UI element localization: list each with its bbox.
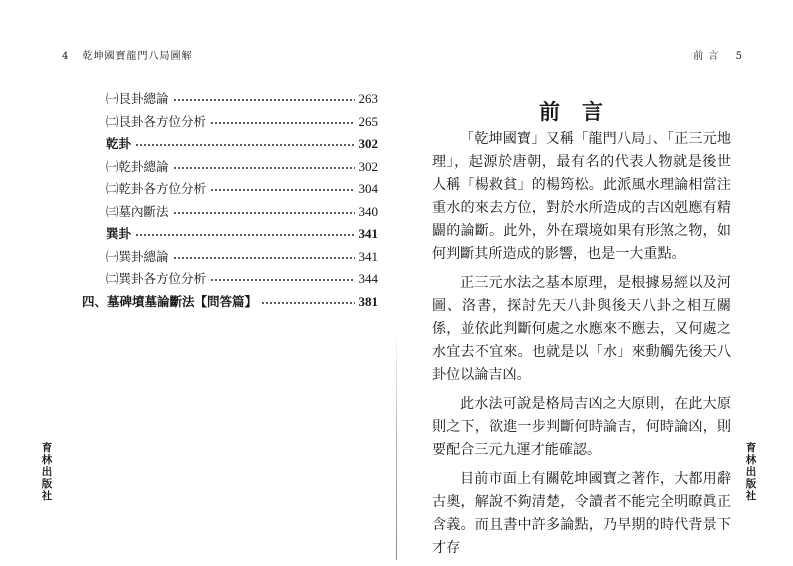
left-page xyxy=(0,0,396,561)
chapter-title: 前言 xyxy=(539,99,625,124)
left-running-head xyxy=(62,47,193,62)
toc-leader-dots xyxy=(135,143,354,147)
toc-entry-label: ㈠艮卦總論 xyxy=(106,91,169,106)
toc-entry-label: ㈡巽卦各方位分析 xyxy=(106,271,207,286)
toc-entry-label: ㈡乾卦各方位分析 xyxy=(106,181,207,196)
toc-leader-dots xyxy=(261,301,354,305)
toc-entry-label: 巽卦 xyxy=(106,226,132,241)
toc-entry xyxy=(82,269,378,292)
left-book-title: 乾坤國寶龍門八局圖解 xyxy=(82,51,193,62)
body-paragraph: 正三元水法之基本原理，是根據易經以及河圖、洛書，探討先天八卦與後天八卦之相互關係，並依此判斷何處之水應來不應去，又何處之水宜去不宜來。也就是以「水」來動觸先後天八卦位以論吉凶。 xyxy=(432,275,731,383)
toc-entry xyxy=(82,224,378,247)
toc-leader-dots xyxy=(173,256,355,260)
toc-entry-label: ㈠巽卦總論 xyxy=(106,248,169,264)
toc-entry-label: 四、墓碑墳墓論斷法【問答篇】 xyxy=(82,293,258,309)
right-page-number: 5 xyxy=(735,51,743,62)
toc-entry-page: 341 xyxy=(358,248,378,264)
toc-entry-page: 341 xyxy=(358,226,378,241)
table-of-contents xyxy=(82,89,378,314)
body-text xyxy=(432,128,731,566)
toc-entry-label: ㈠乾卦總論 xyxy=(106,158,169,174)
toc-entry xyxy=(82,134,378,157)
toc-entry-page: 302 xyxy=(358,136,378,151)
toc-entry-page: 304 xyxy=(358,181,378,196)
toc-entry xyxy=(82,89,378,112)
publisher-side-label-left: 育林出版社 xyxy=(41,442,53,502)
toc-entry-page: 381 xyxy=(358,293,378,309)
publisher-side-label-right: 育林出版社 xyxy=(745,442,757,502)
toc-entry-page: 340 xyxy=(358,203,378,219)
toc-entry-page: 302 xyxy=(358,158,378,174)
toc-leader-dots xyxy=(135,233,354,237)
toc-entry-label: ㈢墓內斷法 xyxy=(106,203,169,219)
toc-entry xyxy=(82,179,378,202)
body-paragraph: 此水法可說是格局吉凶之大原則，在此大原則之下，欲進一步判斷何時論吉，何時論凶，則要配合三元九運才能確認。 xyxy=(432,396,731,458)
toc-leader-dots xyxy=(210,278,354,282)
toc-entry xyxy=(82,157,378,180)
left-page-number: 4 xyxy=(62,51,70,62)
right-running-title: 前 言 xyxy=(693,51,720,62)
body-paragraph: 目前市面上有關乾坤國寶之著作，大都用辭古奧，解說不夠清楚，令讀者不能完全明瞭眞正含義。而且書中許多論點，乃早期的時代背景下才存 xyxy=(432,471,731,556)
toc-entry-page: 265 xyxy=(358,113,378,129)
toc-entry xyxy=(82,202,378,225)
toc-entry-page: 263 xyxy=(358,91,378,106)
toc-entry xyxy=(82,247,378,270)
toc-entry xyxy=(82,112,378,135)
right-running-head xyxy=(693,47,743,62)
toc-entry-label: 乾卦 xyxy=(106,136,132,151)
toc-entry-label: ㈡艮卦各方位分析 xyxy=(106,113,207,129)
toc-section-entry xyxy=(82,292,378,315)
toc-leader-dots xyxy=(173,211,355,215)
toc-entry-page: 344 xyxy=(358,271,378,286)
right-page xyxy=(397,0,793,561)
toc-leader-dots xyxy=(210,121,354,125)
toc-leader-dots xyxy=(173,98,355,102)
toc-leader-dots xyxy=(173,166,355,170)
body-paragraph: 「乾坤國寶」又稱「龍門八局」、「正三元地理」，起源於唐朝，最有名的代表人物就是後世人稱「楊救貧」的楊筠松。此派風水理論相當注重水的來去方位，對於水所造成的吉凶剋應有精闢的論斷。此外，外在環境如果有形煞之物，如何判斷其所造成的影響，也是一大重點。 xyxy=(432,131,731,262)
toc-leader-dots xyxy=(210,188,354,192)
